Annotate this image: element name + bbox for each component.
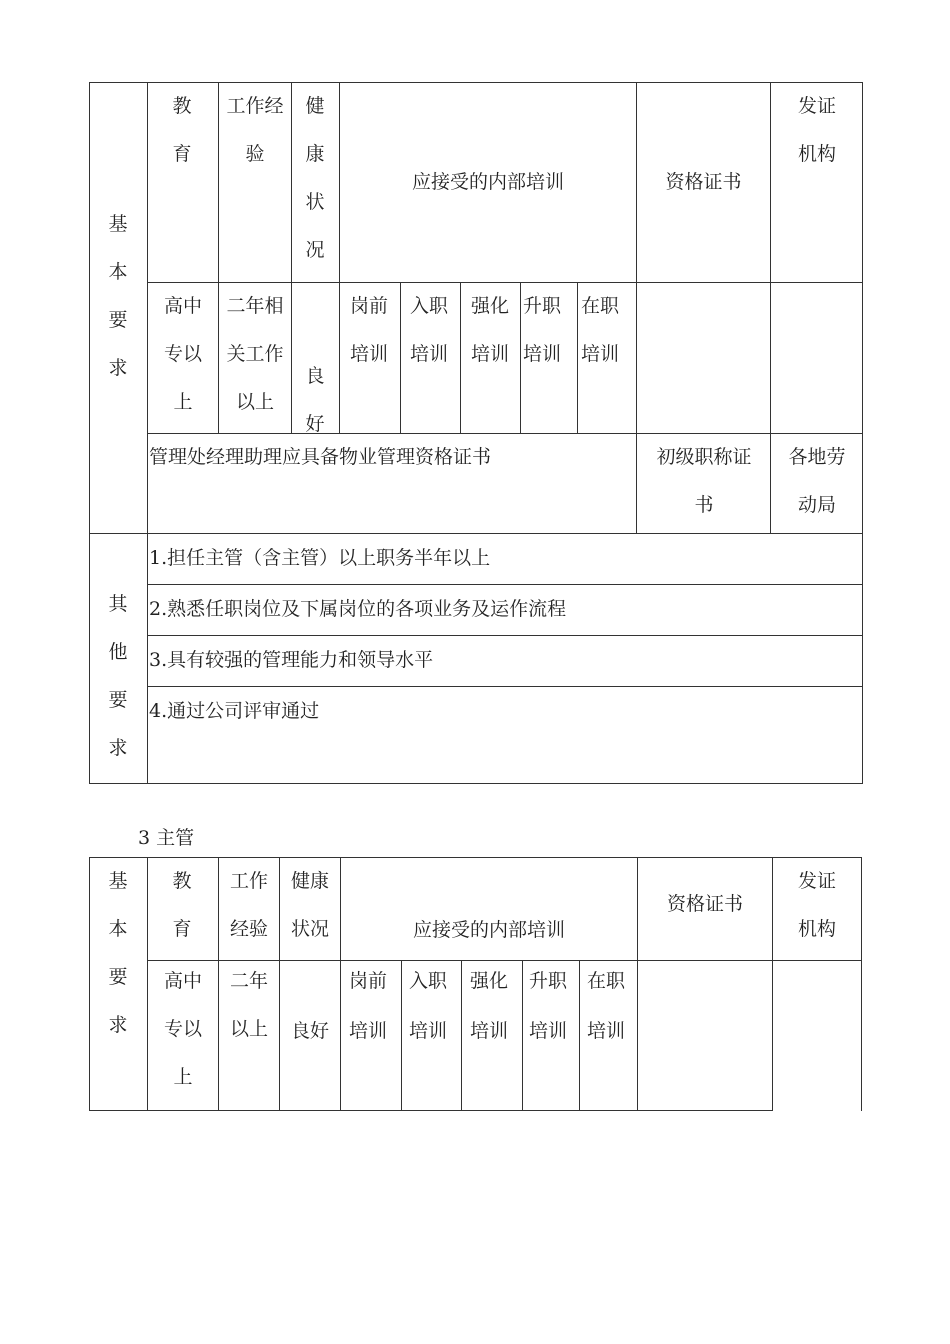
other-requirement-3: 3.具有较强的管理能力和领导水平 xyxy=(149,649,434,671)
training-line-2: 培训 xyxy=(529,1020,568,1042)
value-education: 高中专以上 xyxy=(163,970,202,1088)
header-health: 健康状况 xyxy=(305,95,325,261)
header-work-experience: 工作经验 xyxy=(229,870,268,940)
header-health: 健康状况 xyxy=(290,870,329,940)
training-line-1: 强化 xyxy=(471,295,510,317)
training-line-1: 升职 xyxy=(529,970,568,992)
certificate-name: 初级职称证书 xyxy=(656,446,752,516)
training-line-1: 岗前 xyxy=(349,970,388,992)
training-line-1: 在职 xyxy=(587,970,626,992)
training-line-2: 培训 xyxy=(471,343,510,365)
training-line-2: 培训 xyxy=(581,343,620,365)
training-line-1: 入职 xyxy=(410,295,449,317)
training-line-1: 岗前 xyxy=(350,295,389,317)
value-work-experience: 二年以上 xyxy=(229,970,268,1040)
header-certificate: 资格证书 xyxy=(665,171,742,193)
training-line-2: 培训 xyxy=(409,1020,448,1042)
training-line-2: 培训 xyxy=(349,1020,388,1042)
header-certificate: 资格证书 xyxy=(666,893,743,915)
side-label-basic-requirements: 基本要求 xyxy=(108,213,128,379)
other-requirement-1: 1.担任主管（含主管）以上职务半年以上 xyxy=(149,547,491,569)
training-line-1: 入职 xyxy=(409,970,448,992)
certificate-requirement-text: 管理处经理助理应具备物业管理资格证书 xyxy=(149,446,492,468)
header-internal-training: 应接受的内部培训 xyxy=(412,919,565,941)
header-education: 教育 xyxy=(172,95,192,165)
other-requirement-2: 2.熟悉任职岗位及下属岗位的各项业务及运作流程 xyxy=(149,598,567,620)
training-line-1: 强化 xyxy=(470,970,509,992)
other-requirement-4: 4.通过公司评审通过 xyxy=(149,700,320,722)
side-label-other-requirements: 其他要求 xyxy=(108,593,128,759)
side-label-basic-requirements: 基本要求 xyxy=(108,870,128,1036)
header-issuer: 发证机构 xyxy=(797,870,836,940)
value-education: 高中专以上 xyxy=(163,295,202,413)
header-education: 教育 xyxy=(172,870,192,940)
certificate-issuer: 各地劳动局 xyxy=(788,446,846,516)
value-health: 良好 xyxy=(305,365,325,435)
header-issuer: 发证机构 xyxy=(797,95,836,165)
header-internal-training: 应接受的内部培训 xyxy=(411,171,564,193)
value-work-experience: 二年相关工作以上 xyxy=(226,295,284,413)
value-health: 良好 xyxy=(290,1020,329,1042)
training-line-2: 培训 xyxy=(410,343,449,365)
training-line-2: 培训 xyxy=(587,1020,626,1042)
section-title: 3 主管 xyxy=(138,827,195,849)
training-line-1: 升职 xyxy=(523,295,562,317)
header-work-experience: 工作经验 xyxy=(226,95,284,165)
training-line-2: 培训 xyxy=(470,1020,509,1042)
training-line-1: 在职 xyxy=(581,295,620,317)
training-line-2: 培训 xyxy=(350,343,389,365)
training-line-2: 培训 xyxy=(523,343,562,365)
